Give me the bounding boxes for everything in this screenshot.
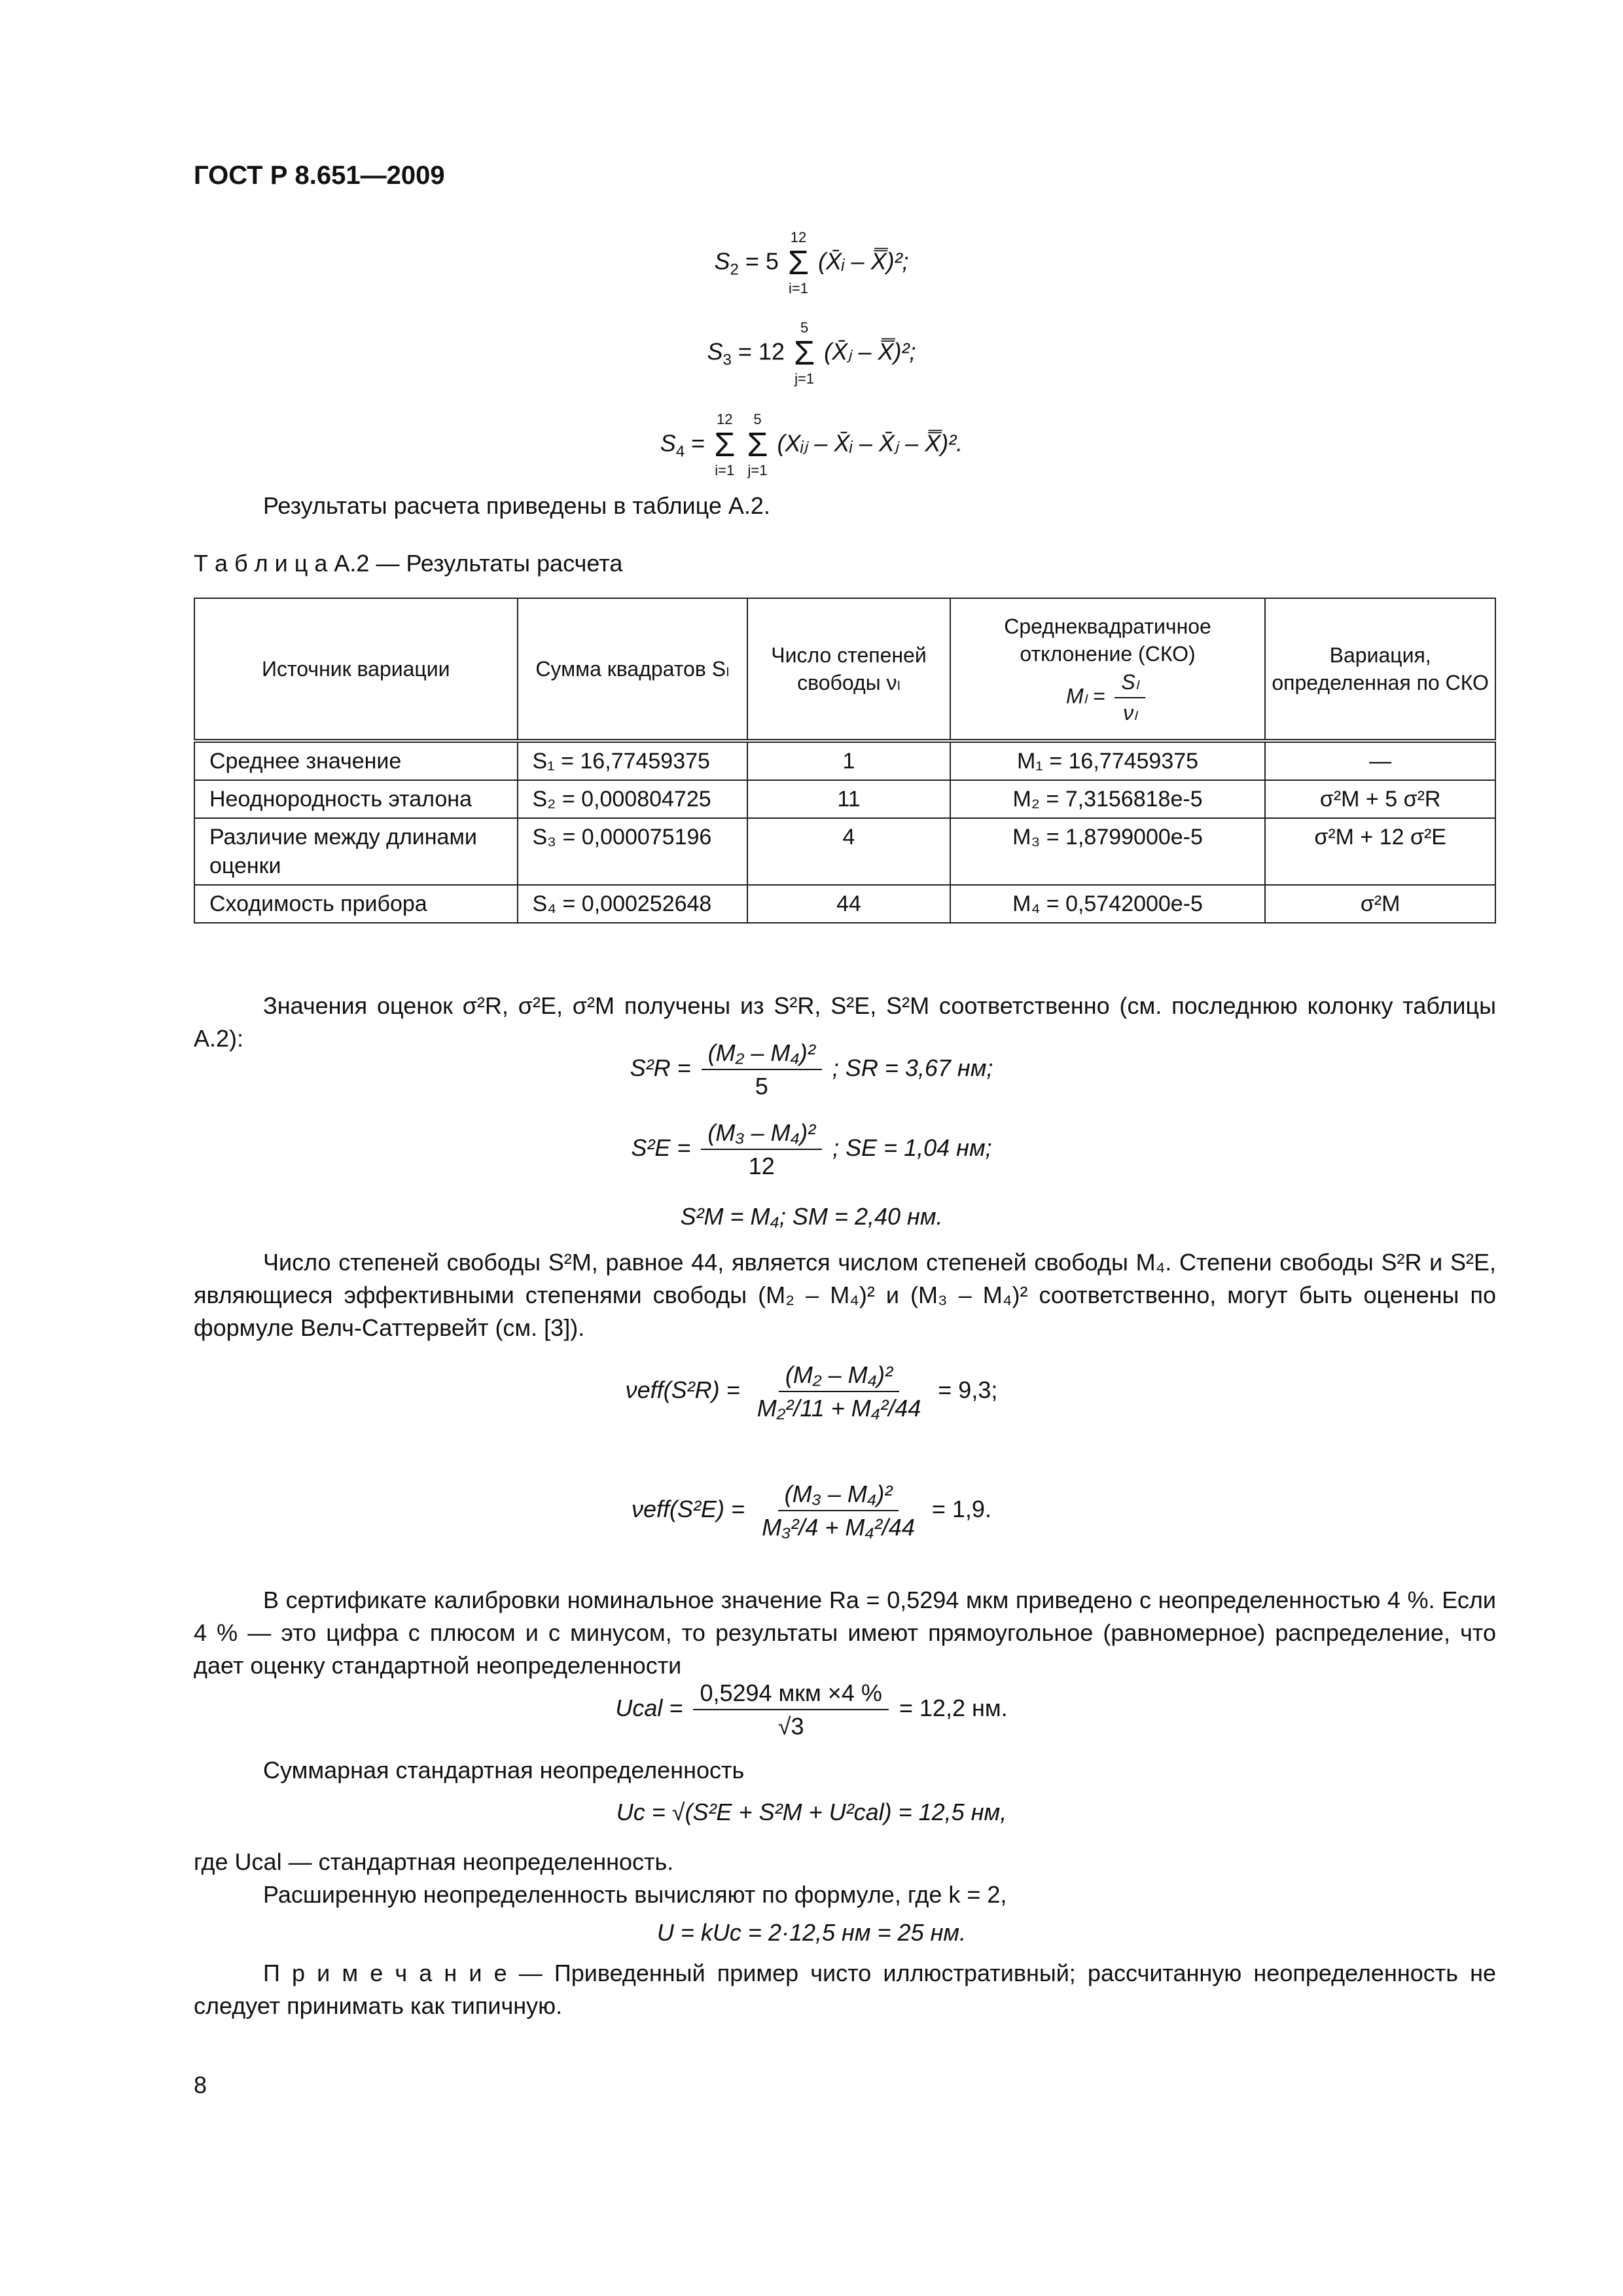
col-header-mean <box>950 598 1266 741</box>
table-row <box>194 818 1495 885</box>
cell-df: 11 <box>747 780 950 818</box>
cell-sum: S₁ = 16,77459375 <box>518 741 748 780</box>
table-row <box>194 741 1495 780</box>
cell-source: Сходимость прибора <box>194 885 518 923</box>
table-row <box>194 780 1495 818</box>
formula-se: S²E = $\frac{\text{(M₃ – M₄)²}}{12}$ ; SE = 1,04 нм; <box>631 1119 992 1180</box>
formula-veff-e: νeff(S²E) = $\frac{\text{(M₃ – M₄)²}}{\text{M₃²/4 + M₄²/44}}$ = 1,9. <box>632 1480 991 1541</box>
note: П р и м е ч а н и е — Приведенный пример чисто иллюстративный; рассчитанную неопределенность не следует принимать как типичную. <box>194 1960 1496 2019</box>
cell-mean: M₃ = 1,8799000e-5 <box>950 818 1266 885</box>
cell-mean: M₂ = 7,3156818e-5 <box>950 780 1266 818</box>
table-row <box>194 885 1495 923</box>
cell-df: 1 <box>747 741 950 780</box>
formula-veff-r: νeff(S²R) = $\frac{\text{(M₂ – M₄)²}}{\text{M₂²/11 + M₄²/44}}$ = 9,3; <box>625 1361 998 1422</box>
col-header-df: Число степеней свободы νₗ <box>747 598 950 741</box>
paragraph-where-ucal: где Ucal — стандартная неопределенность. <box>194 1848 674 1875</box>
cell-df: 44 <box>747 885 950 923</box>
formula-sr: S²R = $\frac{\text{(M₂ – M₄)²}}{5}$ ; SR = 3,67 нм; <box>630 1039 993 1100</box>
cell-variation: — <box>1265 741 1495 780</box>
formula-s2: $S_2 = 5$ 12 Σ i=1 (X̄ᵢ – X̿)²; <box>714 229 909 296</box>
formula-ucal: Ucal = $\frac{\text{0,5294 мкм ×4 \%}}{√3}$ = 12,2 нм. <box>615 1679 1008 1740</box>
cell-source: Неоднородность эталона <box>194 780 518 818</box>
formula-s3: $S_3 = 12$ 5 Σ j=1 (X̄ⱼ – X̿)²; <box>707 319 916 387</box>
cell-sum: S₄ = 0,000252648 <box>518 885 748 923</box>
paragraph-expanded-uncertainty: Расширенную неопределенность вычисляют по формуле, где k = 2, <box>263 1881 1007 1908</box>
paragraph-certificate: В сертификате калибровки номинальное значение Ra = 0,5294 мкм приведено с неопределенностью 4 %. Если 4 % — это цифра с плюсом и с минусом, то результаты имеют прямоугольное (равномерное) распределение, что дает оценку стандартной неопределенности <box>194 1587 1496 1679</box>
col-header-variation: Вариация, определенная по СКО <box>1265 598 1495 741</box>
paragraph-estimates: Значения оценок σ²R, σ²E, σ²M получены из S²R, S²E, S²M соответственно (см. последнюю колонку таблицы А.2): <box>194 992 1496 1052</box>
document-header: ГОСТ Р 8.651—2009 <box>194 161 445 190</box>
cell-mean: M₁ = 16,77459375 <box>950 741 1266 780</box>
cell-variation: σ²M <box>1265 885 1495 923</box>
page-number: 8 <box>194 2072 207 2098</box>
cell-source: Различие между длинами оценки <box>194 818 518 885</box>
formula-sm: S²M = M₄; SM = 2,40 нм. <box>680 1203 943 1230</box>
intro-text: Результаты расчета приведены в таблице А.2. <box>263 492 770 519</box>
col-header-source: Источник вариации <box>194 598 518 741</box>
results-table <box>194 598 1496 924</box>
col-header-sum: Сумма квадратов Sₗ <box>518 598 748 741</box>
cell-source: Среднее значение <box>194 741 518 780</box>
cell-sum: S₃ = 0,000075196 <box>518 818 748 885</box>
formula-s4: $S_4$ = 12 Σ i=1 5 Σ j=1 (Xᵢⱼ – X̄ᵢ – X̄ⱼ – X̿)². <box>660 411 963 478</box>
cell-sum: S₂ = 0,000804725 <box>518 780 748 818</box>
cell-variation: σ²M + 12 σ²E <box>1265 818 1495 885</box>
paragraph-combined-uncertainty: Суммарная стандартная неопределенность <box>263 1757 745 1784</box>
cell-mean: M₄ = 0,5742000e-5 <box>950 885 1266 923</box>
mean-square-formula: Mₗ = $\frac{\text{Sₗ}}{\text{νₗ}}$ <box>952 670 1264 725</box>
formula-u: U = kUc = 2·12,5 нм = 25 нм. <box>656 1919 967 1946</box>
cell-df: 4 <box>747 818 950 885</box>
paragraph-degrees-of-freedom: Число степеней свободы S²M, равное 44, является числом степеней свободы M₄. Степени свободы S²R и S²E, являющиеся эффективными степенями свободы (M₂ – M₄)² и (M₃ – M₄)² соответственно, могут быть оценены по формуле Велч-Саттервейт (см. [3]). <box>194 1249 1496 1341</box>
formula-uc: Uc = √(S²E + S²M + U²cal) = 12,5 нм, <box>616 1799 1007 1825</box>
table-header-row <box>194 598 1495 741</box>
table-caption: Т а б л и ц а А.2 — Результаты расчета <box>194 550 623 577</box>
col-header-mean-label: Среднеквадратичное отклонение (СКО) <box>1004 615 1211 666</box>
cell-variation: σ²M + 5 σ²R <box>1265 780 1495 818</box>
